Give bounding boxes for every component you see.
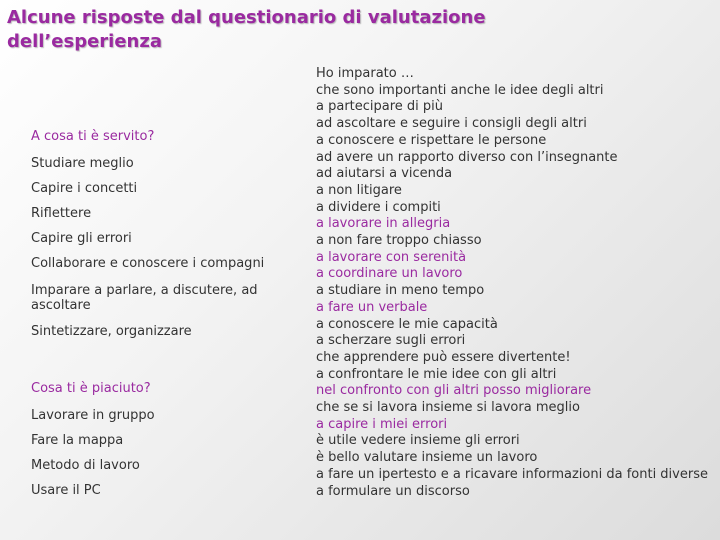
list-item: che apprendere può essere divertente! bbox=[316, 349, 571, 365]
list-item: ad avere un rapporto diverso con l’insegnante bbox=[316, 149, 618, 165]
list-item: a coordinare un lavoro bbox=[316, 266, 463, 282]
list-item: Sintetizzare, organizzare bbox=[31, 324, 192, 339]
list-item: Fare la mappa bbox=[31, 433, 124, 448]
list-item: Ho imparato … bbox=[316, 66, 414, 81]
list-item: Lavorare in gruppo bbox=[31, 408, 155, 423]
section-heading-servito: A cosa ti è servito? bbox=[31, 129, 155, 144]
list-item: a conoscere le mie capacità bbox=[316, 316, 498, 332]
list-item: Capire i concetti bbox=[31, 181, 138, 196]
list-item: a lavorare in allegria bbox=[316, 216, 451, 232]
list-item: a non fare troppo chiasso bbox=[316, 233, 482, 249]
list-item: Usare il PC bbox=[31, 483, 101, 498]
list-item: Collaborare e conoscere i compagni bbox=[31, 256, 265, 271]
list-item: a studiare in meno tempo bbox=[316, 283, 485, 299]
list-item: a scherzare sugli errori bbox=[316, 333, 466, 349]
list-item: a conoscere e rispettare le persone bbox=[316, 132, 547, 148]
list-item: a fare un ipertesto e a ricavare informazioni da fonti diverse bbox=[316, 466, 708, 482]
list-item: Imparare a parlare, a discutere, ad ascoltare bbox=[31, 283, 258, 313]
slide-title-line2: dell’esperienza bbox=[7, 31, 162, 52]
list-item: a capire i miei errori bbox=[316, 416, 448, 432]
slide-title-line1: Alcune risposte dal questionario di valutazione bbox=[7, 7, 486, 28]
list-item: è utile vedere insieme gli errori bbox=[316, 433, 520, 449]
list-item: a formulare un discorso bbox=[316, 483, 470, 499]
list-item: che sono importanti anche le idee degli altri bbox=[316, 82, 604, 98]
list-item: è bello valutare insieme un lavoro bbox=[316, 450, 538, 466]
list-item: Capire gli errori bbox=[31, 231, 132, 246]
list-item: Studiare meglio bbox=[31, 156, 134, 171]
list-item: a confrontare le mie idee con gli altri bbox=[316, 366, 557, 382]
list-item: nel confronto con gli altri posso migliorare bbox=[316, 383, 592, 399]
slide-title bbox=[7, 6, 707, 54]
right-column bbox=[316, 66, 711, 500]
list-item: ad ascoltare e seguire i consigli degli altri bbox=[316, 116, 587, 132]
list-item: a non litigare bbox=[316, 182, 402, 198]
list-item: Riflettere bbox=[31, 206, 92, 221]
list-item: a fare un verbale bbox=[316, 299, 428, 315]
section-heading-piaciuto: Cosa ti è piaciuto? bbox=[31, 381, 151, 396]
list-item: a dividere i compiti bbox=[316, 199, 441, 215]
list-item: a lavorare con serenità bbox=[316, 249, 467, 265]
list-item: che se si lavora insieme si lavora meglio bbox=[316, 400, 580, 416]
list-item: a partecipare di più bbox=[316, 99, 444, 115]
list-item: Metodo di lavoro bbox=[31, 458, 140, 473]
list-item: ad aiutarsi a vicenda bbox=[316, 166, 453, 182]
